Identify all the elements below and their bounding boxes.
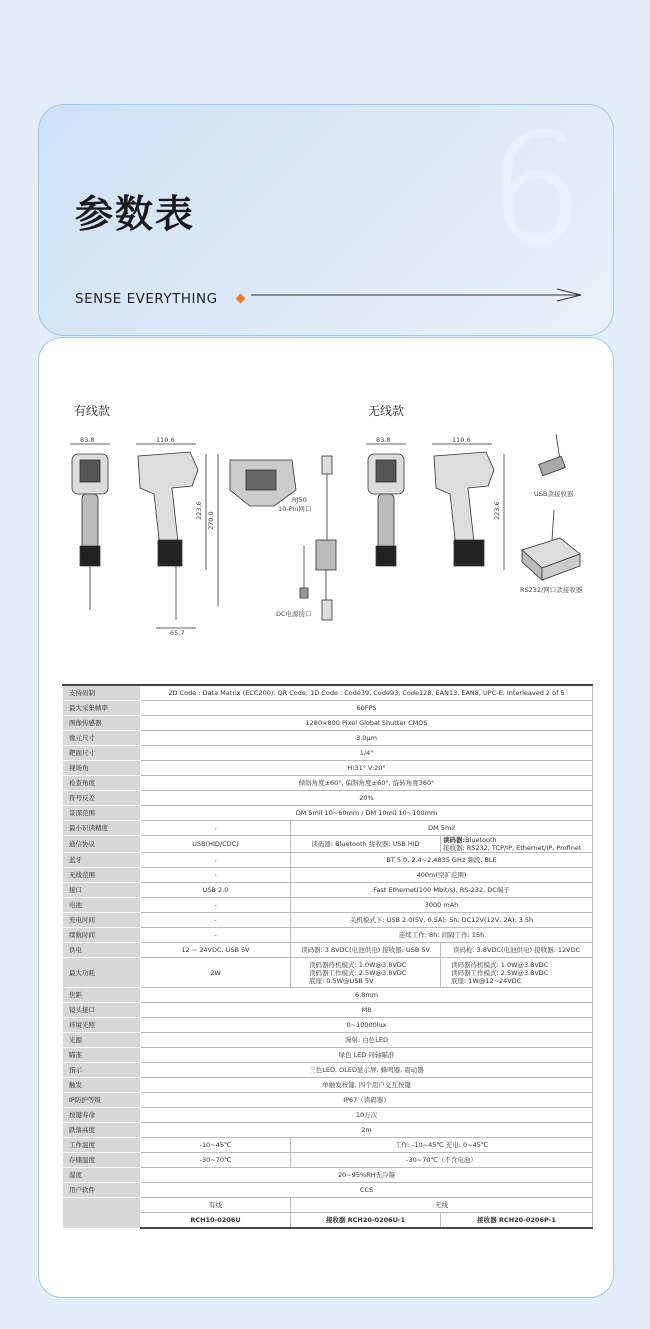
row-value: 绿色 LED 同轴瞄准 — [141, 1048, 593, 1063]
wireless-rs232-value: 读码枪: 3.8VDC(电池供电) 接收器: 12VDC — [441, 943, 593, 958]
table-row — [63, 1033, 593, 1048]
table-row — [63, 1048, 593, 1063]
row-label: 通信协议 — [63, 836, 141, 853]
row-label: 焦距 — [63, 988, 141, 1003]
row-value: 20% — [141, 791, 593, 806]
slogan: SENSE EVERYTHING — [75, 291, 218, 307]
row-value: 单触发按键, 四个用户交互按键 — [141, 1078, 593, 1093]
cell-line: 底座: 1W@12~24VDC — [451, 976, 522, 985]
rj50-label: RJ50 — [292, 496, 307, 504]
table-row — [63, 1213, 593, 1229]
base-dock — [230, 460, 296, 506]
cell-line-label: 读码器: — [443, 836, 466, 844]
cell-line: 读码器工作模式: 2.5W@3.8VDC — [451, 968, 549, 977]
wireless-value: BT 5.0, 2.4~2.4835 GHz 频段, BLE — [291, 853, 593, 868]
dim-h2: 270.0 — [207, 511, 215, 530]
wired-value: USB(HID/CDC) — [141, 836, 291, 853]
footer-corner — [63, 1198, 141, 1229]
wired-value: -10~45℃ — [141, 1138, 291, 1153]
dim-w2: 110.6 — [156, 436, 175, 444]
dim-h1: 223.6 — [195, 501, 203, 520]
wired-value: USB 2.0 — [141, 883, 291, 898]
row-label: 检查角度 — [63, 776, 141, 791]
table-row — [63, 1093, 593, 1108]
wired-value: 12 ~ 24VDC, USB 5V — [141, 943, 291, 958]
wired-value: -30~70℃ — [141, 1153, 291, 1168]
row-label: 跌落高度 — [63, 1123, 141, 1138]
wired-value: - — [141, 868, 291, 883]
row-label: 支持码制 — [63, 685, 141, 701]
wired-value: - — [141, 913, 291, 928]
table-row — [63, 1018, 593, 1033]
row-value: 1280×800 Pixel Global Shutter CMOS — [141, 716, 593, 731]
wired-value: - — [141, 821, 291, 836]
row-label: 靶面尺寸 — [63, 746, 141, 761]
wireless-value: 400m(空旷范围) — [291, 868, 593, 883]
table-row — [63, 731, 593, 746]
rs232-receiver-label: RS232/网口款接收器 — [520, 586, 583, 594]
row-label: 供电 — [63, 943, 141, 958]
table-row — [63, 746, 593, 761]
section-number: 6 — [487, 103, 583, 277]
row-label: 最大功耗 — [63, 958, 141, 988]
wireless-value: 3000 mAh — [291, 898, 593, 913]
table-row — [63, 1183, 593, 1198]
table-row — [63, 928, 593, 943]
footer-wired: 有线 — [141, 1198, 291, 1213]
wireless-usb-value — [291, 958, 441, 988]
wired-label: 有线款 — [74, 404, 111, 418]
row-label: 视场角 — [63, 761, 141, 776]
table-row — [63, 1153, 593, 1168]
dim-ww2: 110.6 — [452, 436, 471, 444]
row-label: 指示 — [63, 1063, 141, 1078]
cable — [300, 456, 336, 620]
row-label: 无线范围 — [63, 868, 141, 883]
wireless-front-view — [366, 444, 406, 566]
table-row — [63, 701, 593, 716]
table-row — [63, 883, 593, 898]
table-row — [63, 1198, 593, 1213]
dim-d1: 65.7 — [170, 629, 185, 637]
usb-receiver — [539, 434, 566, 476]
cell-line: 读码器待机模式: 1.0W@3.8VDC — [309, 960, 407, 969]
diamond-icon — [236, 294, 246, 304]
wired-value: - — [141, 853, 291, 868]
row-label: 瞄准 — [63, 1048, 141, 1063]
footer-wireless: 无线 — [291, 1198, 593, 1213]
table-row — [63, 943, 593, 958]
wired-value: - — [141, 898, 291, 913]
row-label: 最大采集帧率 — [63, 701, 141, 716]
cell-line: 底座: 0.5W@USB 5V — [309, 976, 374, 985]
product-drawings — [60, 430, 600, 640]
row-value: CCS — [141, 1183, 593, 1198]
dim-ww1: 83.8 — [376, 436, 391, 444]
pin-label: 10-Pin网口 — [278, 505, 312, 513]
table-row — [63, 1063, 593, 1078]
row-label: 湿度 — [63, 1168, 141, 1183]
row-value: 倾斜角度±60°, 偏斜角度±60°, 旋转角度360° — [141, 776, 593, 791]
cell-line-value: Bluetooth — [465, 836, 497, 844]
row-label: 触发 — [63, 1078, 141, 1093]
wireless-value: 关机模式下: USB 2.0(5V, 0.5A): 5h; DC12V(12V, 2A): 3.5h — [291, 913, 593, 928]
row-label: 景深范围 — [63, 806, 141, 821]
row-label: 环境光照 — [63, 1018, 141, 1033]
model-number: 接收器 RCH20-0206U-1 — [291, 1213, 441, 1229]
dim-w1: 83.8 — [80, 436, 95, 444]
table-row — [63, 776, 593, 791]
wired-value: - — [141, 928, 291, 943]
row-value: 60FPS — [141, 701, 593, 716]
table-row — [63, 806, 593, 821]
row-value: 10万次 — [141, 1108, 593, 1123]
row-value: DM 5mil 10~60mm / DM 10mil 10~100mm — [141, 806, 593, 821]
row-label: 图像传感器 — [63, 716, 141, 731]
wireless-value: -30~70℃（不含电池） — [291, 1153, 593, 1168]
wireless-value: Fast Ethernet(100 Mbit/s), RS-232, DC端子 — [291, 883, 593, 898]
dim-wh1: 223.6 — [493, 501, 501, 520]
table-row — [63, 1108, 593, 1123]
model-number: RCH10-0206U — [141, 1213, 291, 1229]
row-label: 充电时间 — [63, 913, 141, 928]
wired-front-view — [70, 444, 110, 610]
cell-line: 读码器工作模式: 2.5W@3.8VDC — [309, 968, 407, 977]
wireless-label: 无线款 — [368, 404, 405, 418]
row-label: 蓝牙 — [63, 853, 141, 868]
row-value: 0~10000lux — [141, 1018, 593, 1033]
table-row — [63, 836, 593, 853]
row-label: 工作温度 — [63, 1138, 141, 1153]
wired-value: 2W — [141, 958, 291, 988]
row-value: 1/4" — [141, 746, 593, 761]
table-row — [63, 868, 593, 883]
wired-side-view — [136, 444, 218, 628]
wireless-value: 工作: -10~45℃ 充电: 0~45℃ — [291, 1138, 593, 1153]
table-row — [63, 898, 593, 913]
wireless-value: 连续工作: 8h; 间隔工作: 15h — [291, 928, 593, 943]
row-value: 漫射: 白色LED — [141, 1033, 593, 1048]
wireless-usb-value: 读码器: 3.8VDC(电池供电) 接收器: USB 5V — [291, 943, 441, 958]
row-label: 用户软件 — [63, 1183, 141, 1198]
table-row — [63, 853, 593, 868]
table-row — [63, 761, 593, 776]
wireless-value: DM 5mil — [291, 821, 593, 836]
model-number: 接收器 RCH20-0206P-1 — [441, 1213, 593, 1229]
row-label: 按键寿命 — [63, 1108, 141, 1123]
row-label: 电池 — [63, 898, 141, 913]
row-value: 2m — [141, 1123, 593, 1138]
row-label: 像元尺寸 — [63, 731, 141, 746]
table-row — [63, 913, 593, 928]
table-row — [63, 1138, 593, 1153]
table-row — [63, 716, 593, 731]
cell-line: 读码器待机模式: 1.0W@3.8VDC — [451, 960, 549, 969]
wireless-rs232-value — [441, 836, 593, 853]
row-label: 镜头接口 — [63, 1003, 141, 1018]
table-row — [63, 1003, 593, 1018]
row-label: 符号反差 — [63, 791, 141, 806]
dc-label: DC电源接口 — [276, 610, 312, 618]
table-row — [63, 821, 593, 836]
row-value: 三色LED, OLED显示屏, 蜂鸣器, 震动器 — [141, 1063, 593, 1078]
row-value: 20~95%RH无冷凝 — [141, 1168, 593, 1183]
row-value: 6.8mm — [141, 988, 593, 1003]
usb-receiver-label: USB款接收器 — [534, 490, 574, 498]
row-label: 续航时间 — [63, 928, 141, 943]
row-value: IP67（读码器） — [141, 1093, 593, 1108]
wireless-usb-value: 读码器: Bluetooth 接收器: USB HID — [291, 836, 441, 853]
table-row — [63, 1078, 593, 1093]
row-value: H:31° V:20° — [141, 761, 593, 776]
row-label: IP防护等级 — [63, 1093, 141, 1108]
cell-line: 接收器: RS232, TCP/IP, Ethernet/IP, Profinet — [443, 844, 582, 852]
row-value: 3.0μm — [141, 731, 593, 746]
table-row — [63, 685, 593, 701]
row-label: 光源 — [63, 1033, 141, 1048]
cell-line — [443, 836, 590, 844]
wireless-rs232-value — [441, 958, 593, 988]
page-title: 参数表 — [75, 192, 196, 236]
table-row — [63, 791, 593, 806]
table-row — [63, 988, 593, 1003]
arrow-icon — [251, 288, 591, 302]
row-value: M8 — [141, 1003, 593, 1018]
spec-table — [62, 684, 593, 1229]
row-value: 2D Code : Data Matrix (ECC200), QR Code; 1D Code : Code39, Code93, Code128, EAN13, EAN8, UPC-E, Interleaved 2 of 5 — [141, 685, 593, 701]
table-row — [63, 1168, 593, 1183]
table-row — [63, 1123, 593, 1138]
row-label: 最小识读精度 — [63, 821, 141, 836]
rs232-receiver — [522, 510, 580, 580]
row-label: 接口 — [63, 883, 141, 898]
row-label: 存储温度 — [63, 1153, 141, 1168]
table-row — [63, 958, 593, 988]
hero-banner — [38, 104, 614, 336]
